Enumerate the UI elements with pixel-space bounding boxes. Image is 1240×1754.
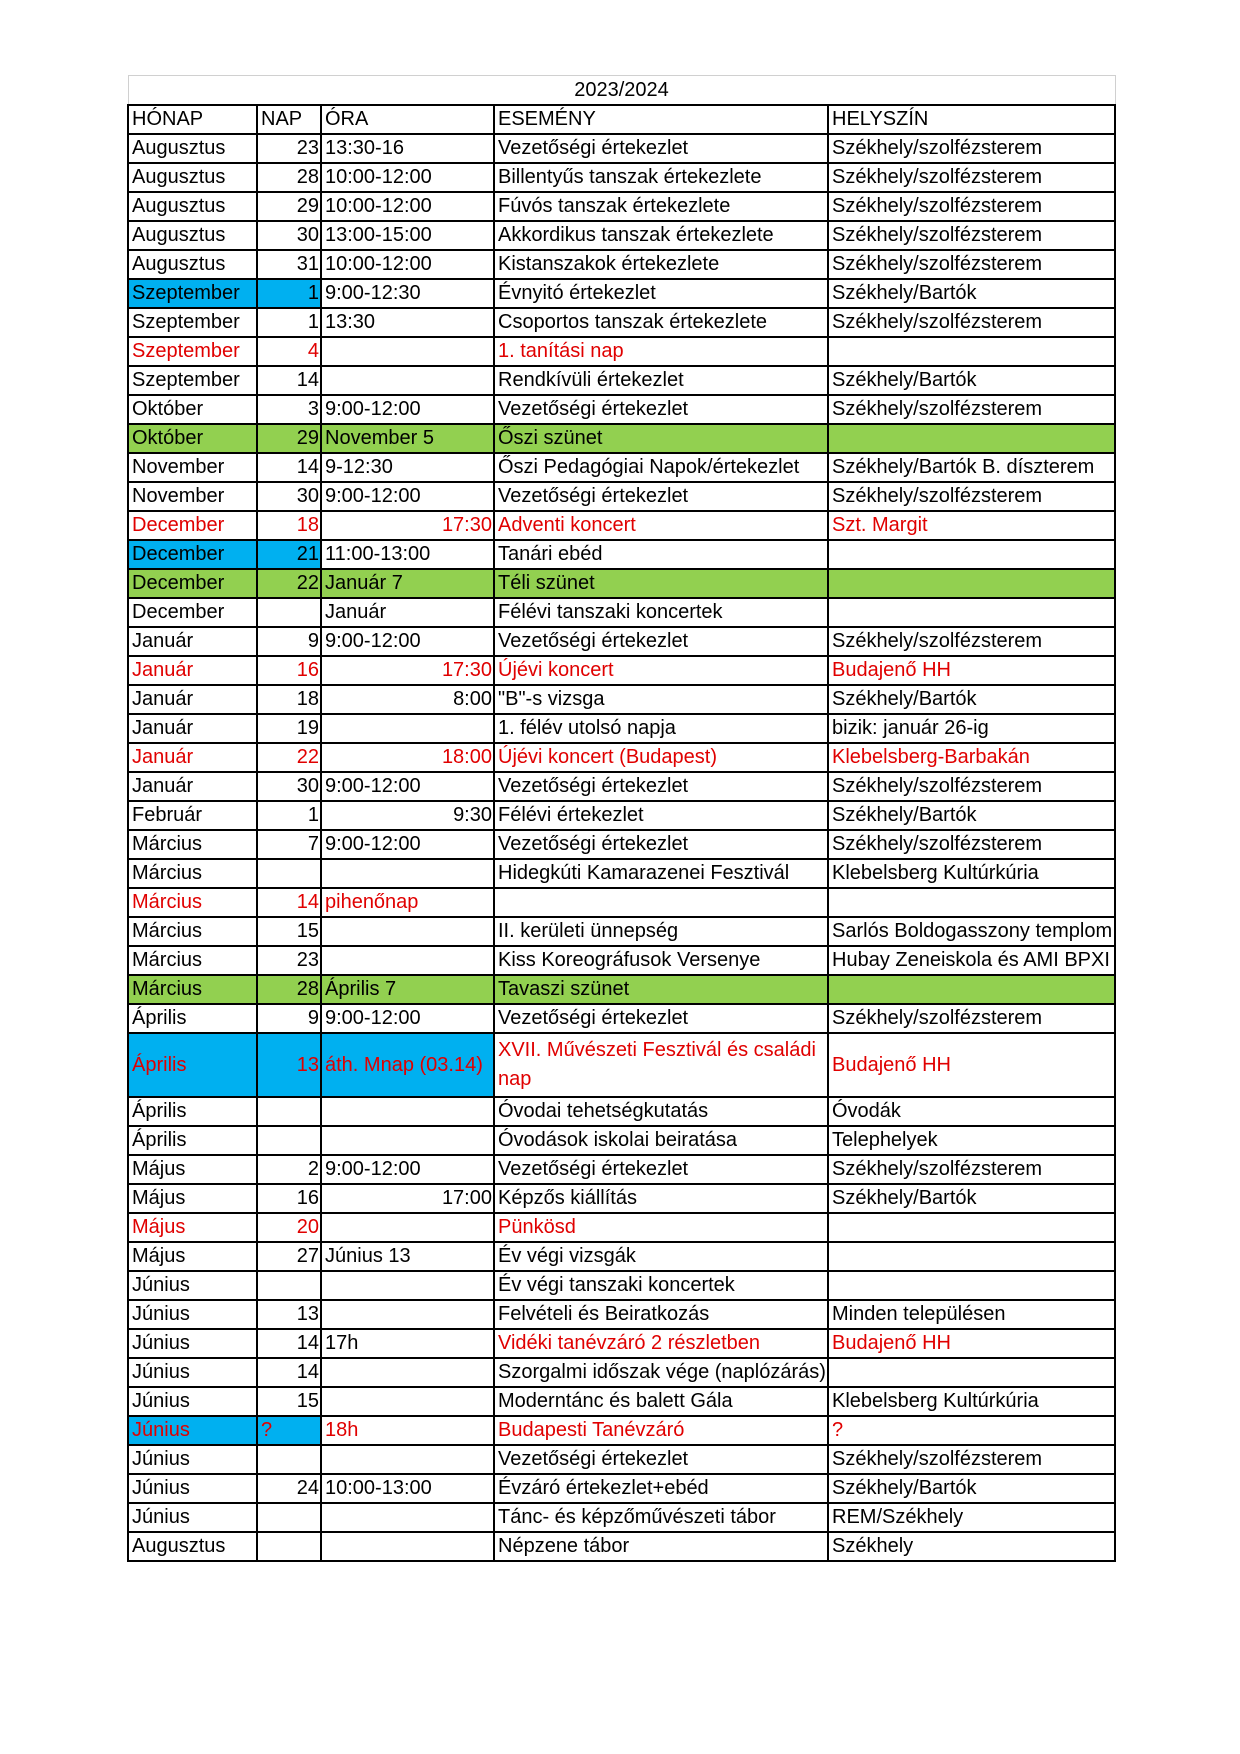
table-row — [128, 1097, 1115, 1126]
cell-event: Rendkívüli értekezlet — [494, 366, 828, 395]
cell-day: 14 — [257, 1329, 321, 1358]
cell-event: Őszi Pedagógiai Napok/értekezlet — [494, 453, 828, 482]
cell-place — [828, 424, 1115, 453]
cell-event: 1. félév utolsó napja — [494, 714, 828, 743]
cell-month: Június — [128, 1445, 257, 1474]
cell-day — [257, 1532, 321, 1561]
cell-month: November — [128, 453, 257, 482]
cell-place — [828, 1213, 1115, 1242]
table-row — [128, 772, 1115, 801]
cell-day: 15 — [257, 917, 321, 946]
cell-month: Szeptember — [128, 279, 257, 308]
cell-day: 1 — [257, 801, 321, 830]
cell-day: 3 — [257, 395, 321, 424]
cell-day: 7 — [257, 830, 321, 859]
table-row — [128, 1445, 1115, 1474]
cell-place — [828, 1358, 1115, 1387]
cell-time: 9:00-12:00 — [321, 830, 494, 859]
cell-day: 23 — [257, 946, 321, 975]
cell-day: 21 — [257, 540, 321, 569]
table-row — [128, 1004, 1115, 1033]
cell-place: Székhely/szolfézsterem — [828, 830, 1115, 859]
cell-event: Népzene tábor — [494, 1532, 828, 1561]
cell-month: December — [128, 598, 257, 627]
cell-event: Vidéki tanévzáró 2 részletben — [494, 1329, 828, 1358]
cell-month: Október — [128, 424, 257, 453]
cell-event: Évnyitó értekezlet — [494, 279, 828, 308]
cell-time: Január 7 — [321, 569, 494, 598]
cell-time: 9:00-12:00 — [321, 482, 494, 511]
cell-time: 10:00-12:00 — [321, 192, 494, 221]
table-row — [128, 1242, 1115, 1271]
cell-time — [321, 859, 494, 888]
cell-day: 30 — [257, 772, 321, 801]
cell-place: Székhely/Bartók — [828, 1474, 1115, 1503]
cell-month: Augusztus — [128, 1532, 257, 1561]
cell-month: December — [128, 511, 257, 540]
cell-time: áth. Mnap (03.14) — [321, 1033, 494, 1097]
table-row — [128, 279, 1115, 308]
cell-month: Május — [128, 1184, 257, 1213]
header-row — [128, 105, 1115, 134]
cell-event: Budapesti Tanévzáró — [494, 1416, 828, 1445]
cell-day: 30 — [257, 221, 321, 250]
cell-place — [828, 975, 1115, 1004]
cell-time: 17:30 — [321, 656, 494, 685]
table-row — [128, 888, 1115, 917]
cell-day: 1 — [257, 279, 321, 308]
table-row — [128, 743, 1115, 772]
cell-month: Augusztus — [128, 134, 257, 163]
cell-place: Székhely/szolfézsterem — [828, 482, 1115, 511]
cell-event — [494, 888, 828, 917]
table-row — [128, 134, 1115, 163]
cell-day — [257, 1503, 321, 1532]
header-month: HÓNAP — [128, 105, 257, 134]
table-row — [128, 975, 1115, 1004]
cell-day: 14 — [257, 366, 321, 395]
cell-month: Május — [128, 1242, 257, 1271]
cell-event: Óvodai tehetségkutatás — [494, 1097, 828, 1126]
cell-day: 15 — [257, 1387, 321, 1416]
cell-month: Augusztus — [128, 221, 257, 250]
cell-month: Május — [128, 1155, 257, 1184]
cell-time: 9:00-12:30 — [321, 279, 494, 308]
cell-month: Január — [128, 772, 257, 801]
table-row — [128, 1033, 1115, 1097]
table-row — [128, 424, 1115, 453]
cell-day — [257, 859, 321, 888]
cell-day: 14 — [257, 453, 321, 482]
cell-place: Székhely — [828, 1532, 1115, 1561]
cell-month: Március — [128, 975, 257, 1004]
table-row — [128, 656, 1115, 685]
schedule-table — [127, 75, 1116, 1562]
cell-event: Vezetőségi értekezlet — [494, 1004, 828, 1033]
cell-event: 1. tanítási nap — [494, 337, 828, 366]
cell-month: Március — [128, 830, 257, 859]
cell-month: Január — [128, 685, 257, 714]
cell-event: "B"-s vizsga — [494, 685, 828, 714]
cell-event: Akkordikus tanszak értekezlete — [494, 221, 828, 250]
cell-time — [321, 366, 494, 395]
table-row — [128, 540, 1115, 569]
cell-event: Év végi tanszaki koncertek — [494, 1271, 828, 1300]
cell-place: Székhely/Bartók — [828, 1184, 1115, 1213]
cell-month: Január — [128, 743, 257, 772]
cell-day: 29 — [257, 424, 321, 453]
cell-event: Csoportos tanszak értekezlete — [494, 308, 828, 337]
cell-event: Vezetőségi értekezlet — [494, 395, 828, 424]
cell-event: Vezetőségi értekezlet — [494, 627, 828, 656]
cell-place: Székhely/Bartók — [828, 801, 1115, 830]
cell-place: Székhely/szolfézsterem — [828, 1004, 1115, 1033]
cell-month: Szeptember — [128, 366, 257, 395]
cell-day: 22 — [257, 569, 321, 598]
table-row — [128, 859, 1115, 888]
cell-place: Székhely/szolfézsterem — [828, 772, 1115, 801]
cell-time: 9:30 — [321, 801, 494, 830]
cell-month: Február — [128, 801, 257, 830]
cell-day: 30 — [257, 482, 321, 511]
cell-event: Újévi koncert — [494, 656, 828, 685]
cell-time — [321, 1126, 494, 1155]
cell-time: 9:00-12:00 — [321, 627, 494, 656]
cell-event: Vezetőségi értekezlet — [494, 830, 828, 859]
title-row — [128, 76, 1115, 105]
cell-day: 1 — [257, 308, 321, 337]
cell-day: 18 — [257, 511, 321, 540]
table-row — [128, 1271, 1115, 1300]
cell-event: Újévi koncert (Budapest) — [494, 743, 828, 772]
cell-time: 13:00-15:00 — [321, 221, 494, 250]
cell-event: Tánc- és képzőművészeti tábor — [494, 1503, 828, 1532]
cell-event: II. kerületi ünnepség — [494, 917, 828, 946]
cell-month: Június — [128, 1271, 257, 1300]
cell-place: Klebelsberg Kultúrkúria — [828, 859, 1115, 888]
cell-day — [257, 1097, 321, 1126]
cell-day: 18 — [257, 685, 321, 714]
cell-time: 17:00 — [321, 1184, 494, 1213]
cell-time: 13:30 — [321, 308, 494, 337]
cell-time — [321, 337, 494, 366]
header-place: HELYSZÍN — [828, 105, 1115, 134]
table-row — [128, 946, 1115, 975]
cell-time: 8:00 — [321, 685, 494, 714]
table-row — [128, 395, 1115, 424]
table-row — [128, 221, 1115, 250]
cell-month: Június — [128, 1300, 257, 1329]
cell-place: Klebelsberg-Barbakán — [828, 743, 1115, 772]
cell-time: 18h — [321, 1416, 494, 1445]
cell-place — [828, 540, 1115, 569]
cell-place — [828, 1242, 1115, 1271]
cell-time: 10:00-12:00 — [321, 250, 494, 279]
cell-time: 9:00-12:00 — [321, 395, 494, 424]
cell-time — [321, 1445, 494, 1474]
cell-place: ? — [828, 1416, 1115, 1445]
cell-day: 13 — [257, 1033, 321, 1097]
table-row — [128, 192, 1115, 221]
cell-event: Félévi tanszaki koncertek — [494, 598, 828, 627]
cell-place: Szt. Margit — [828, 511, 1115, 540]
cell-time: Április 7 — [321, 975, 494, 1004]
cell-month: Augusztus — [128, 163, 257, 192]
cell-month: November — [128, 482, 257, 511]
cell-time — [321, 1387, 494, 1416]
cell-day: 27 — [257, 1242, 321, 1271]
cell-place: Székhely/szolfézsterem — [828, 395, 1115, 424]
table-row — [128, 511, 1115, 540]
table-row — [128, 627, 1115, 656]
cell-time: 11:00-13:00 — [321, 540, 494, 569]
cell-place: bizik: január 26-ig — [828, 714, 1115, 743]
table-row — [128, 569, 1115, 598]
cell-month: Január — [128, 656, 257, 685]
cell-time — [321, 1271, 494, 1300]
cell-event: Vezetőségi értekezlet — [494, 1445, 828, 1474]
cell-place: Óvodák — [828, 1097, 1115, 1126]
cell-event: Év végi vizsgák — [494, 1242, 828, 1271]
cell-place: REM/Székhely — [828, 1503, 1115, 1532]
cell-place: Székhely/Bartók — [828, 685, 1115, 714]
cell-month: Március — [128, 917, 257, 946]
table-row — [128, 308, 1115, 337]
cell-place: Székhely/Bartók — [828, 279, 1115, 308]
cell-month: Április — [128, 1126, 257, 1155]
cell-place: Hubay Zeneiskola és AMI BPXI — [828, 946, 1115, 975]
cell-time: 17h — [321, 1329, 494, 1358]
cell-time — [321, 714, 494, 743]
cell-day — [257, 1445, 321, 1474]
cell-event: Vezetőségi értekezlet — [494, 1155, 828, 1184]
cell-day: 16 — [257, 1184, 321, 1213]
cell-day: 19 — [257, 714, 321, 743]
table-row — [128, 337, 1115, 366]
cell-day — [257, 1126, 321, 1155]
cell-event: Szorgalmi időszak vége (naplózárás) — [494, 1358, 828, 1387]
cell-time: 9:00-12:00 — [321, 1004, 494, 1033]
cell-place: Budajenő HH — [828, 1033, 1115, 1097]
cell-month: Június — [128, 1329, 257, 1358]
cell-month: December — [128, 569, 257, 598]
cell-month: Június — [128, 1358, 257, 1387]
table-row — [128, 1474, 1115, 1503]
cell-time — [321, 946, 494, 975]
table-row — [128, 163, 1115, 192]
cell-month: Március — [128, 946, 257, 975]
cell-event: Félévi értekezlet — [494, 801, 828, 830]
cell-time: 10:00-13:00 — [321, 1474, 494, 1503]
cell-day: 28 — [257, 975, 321, 1004]
cell-time: Június 13 — [321, 1242, 494, 1271]
cell-month: Június — [128, 1387, 257, 1416]
cell-place — [828, 1271, 1115, 1300]
cell-time — [321, 1300, 494, 1329]
cell-place: Sarlós Boldogasszony templom — [828, 917, 1115, 946]
cell-month: Január — [128, 627, 257, 656]
cell-time: Január — [321, 598, 494, 627]
cell-place — [828, 569, 1115, 598]
cell-month: Május — [128, 1213, 257, 1242]
cell-month: Szeptember — [128, 337, 257, 366]
cell-event: Adventi koncert — [494, 511, 828, 540]
cell-day — [257, 1271, 321, 1300]
table-row — [128, 1184, 1115, 1213]
cell-event: Kistanszakok értekezlete — [494, 250, 828, 279]
cell-month: Szeptember — [128, 308, 257, 337]
cell-place: Székhely/szolfézsterem — [828, 163, 1115, 192]
cell-place: Székhely/szolfézsterem — [828, 134, 1115, 163]
cell-month: Április — [128, 1097, 257, 1126]
cell-time: 13:30-16 — [321, 134, 494, 163]
cell-event: Óvodások iskolai beiratása — [494, 1126, 828, 1155]
table-row — [128, 1155, 1115, 1184]
sheet-title: 2023/2024 — [128, 76, 1115, 105]
cell-day: 29 — [257, 192, 321, 221]
cell-time — [321, 1097, 494, 1126]
cell-time — [321, 1532, 494, 1561]
cell-event: Vezetőségi értekezlet — [494, 482, 828, 511]
table-row — [128, 1416, 1115, 1445]
table-row — [128, 250, 1115, 279]
table-row — [128, 366, 1115, 395]
cell-day: 24 — [257, 1474, 321, 1503]
table-row — [128, 1387, 1115, 1416]
table-row — [128, 453, 1115, 482]
table-row — [128, 598, 1115, 627]
cell-time — [321, 917, 494, 946]
cell-event: XVII. Művészeti Fesztivál és családi nap — [494, 1033, 828, 1097]
table-row — [128, 482, 1115, 511]
cell-place: Klebelsberg Kultúrkúria — [828, 1387, 1115, 1416]
cell-day: 13 — [257, 1300, 321, 1329]
cell-day: 9 — [257, 1004, 321, 1033]
table-row — [128, 1300, 1115, 1329]
table-row — [128, 917, 1115, 946]
cell-day: 23 — [257, 134, 321, 163]
cell-event: Fúvós tanszak értekezlete — [494, 192, 828, 221]
cell-day — [257, 598, 321, 627]
cell-place: Budajenő HH — [828, 1329, 1115, 1358]
cell-day: ? — [257, 1416, 321, 1445]
cell-month: Április — [128, 1033, 257, 1097]
table-row — [128, 1358, 1115, 1387]
table-row — [128, 1213, 1115, 1242]
cell-month: December — [128, 540, 257, 569]
cell-event: Vezetőségi értekezlet — [494, 134, 828, 163]
cell-day: 14 — [257, 888, 321, 917]
cell-day: 14 — [257, 1358, 321, 1387]
cell-place: Székhely/szolfézsterem — [828, 627, 1115, 656]
schedule-sheet — [127, 75, 1114, 1562]
cell-place: Székhely/szolfézsterem — [828, 308, 1115, 337]
table-row — [128, 830, 1115, 859]
cell-month: Október — [128, 395, 257, 424]
cell-day: 2 — [257, 1155, 321, 1184]
cell-event: Évzáró értekezlet+ebéd — [494, 1474, 828, 1503]
cell-event: Vezetőségi értekezlet — [494, 772, 828, 801]
cell-place: Székhely/Bartók B. díszterem — [828, 453, 1115, 482]
cell-place: Budajenő HH — [828, 656, 1115, 685]
cell-month: Június — [128, 1503, 257, 1532]
cell-event: Moderntánc és balett Gála — [494, 1387, 828, 1416]
cell-place: Székhely/szolfézsterem — [828, 250, 1115, 279]
cell-time: pihenőnap — [321, 888, 494, 917]
cell-day: 28 — [257, 163, 321, 192]
cell-month: Március — [128, 888, 257, 917]
table-row — [128, 1503, 1115, 1532]
cell-time: 10:00-12:00 — [321, 163, 494, 192]
cell-time — [321, 1358, 494, 1387]
cell-place: Székhely/Bartók — [828, 366, 1115, 395]
header-time: ÓRA — [321, 105, 494, 134]
cell-place: Székhely/szolfézsterem — [828, 1445, 1115, 1474]
cell-event: Hidegkúti Kamarazenei Fesztivál — [494, 859, 828, 888]
cell-time — [321, 1213, 494, 1242]
cell-event: Tavaszi szünet — [494, 975, 828, 1004]
cell-place — [828, 337, 1115, 366]
cell-place: Székhely/szolfézsterem — [828, 1155, 1115, 1184]
cell-time: 9-12:30 — [321, 453, 494, 482]
cell-event: Képzős kiállítás — [494, 1184, 828, 1213]
cell-day: 16 — [257, 656, 321, 685]
header-event: ESEMÉNY — [494, 105, 828, 134]
cell-month: Március — [128, 859, 257, 888]
cell-time — [321, 1503, 494, 1532]
cell-day: 9 — [257, 627, 321, 656]
cell-event: Kiss Koreográfusok Versenye — [494, 946, 828, 975]
cell-event: Őszi szünet — [494, 424, 828, 453]
table-row — [128, 1532, 1115, 1561]
cell-event: Felvételi és Beiratkozás — [494, 1300, 828, 1329]
cell-place: Telephelyek — [828, 1126, 1115, 1155]
table-row — [128, 801, 1115, 830]
cell-month: Augusztus — [128, 192, 257, 221]
cell-time: 18:00 — [321, 743, 494, 772]
cell-time: 9:00-12:00 — [321, 772, 494, 801]
cell-month: Augusztus — [128, 250, 257, 279]
cell-day: 4 — [257, 337, 321, 366]
cell-day: 31 — [257, 250, 321, 279]
cell-place: Minden településen — [828, 1300, 1115, 1329]
cell-place: Székhely/szolfézsterem — [828, 192, 1115, 221]
cell-time: November 5 — [321, 424, 494, 453]
cell-event: Tanári ebéd — [494, 540, 828, 569]
cell-event: Billentyűs tanszak értekezlete — [494, 163, 828, 192]
table-row — [128, 714, 1115, 743]
cell-month: Június — [128, 1474, 257, 1503]
cell-place — [828, 888, 1115, 917]
cell-day: 22 — [257, 743, 321, 772]
cell-event: Téli szünet — [494, 569, 828, 598]
cell-month: Április — [128, 1004, 257, 1033]
cell-time: 9:00-12:00 — [321, 1155, 494, 1184]
table-row — [128, 1126, 1115, 1155]
cell-month: Június — [128, 1416, 257, 1445]
cell-day: 20 — [257, 1213, 321, 1242]
cell-time: 17:30 — [321, 511, 494, 540]
header-day: NAP — [257, 105, 321, 134]
cell-place — [828, 598, 1115, 627]
cell-place: Székhely/szolfézsterem — [828, 221, 1115, 250]
table-row — [128, 1329, 1115, 1358]
cell-month: Január — [128, 714, 257, 743]
cell-event: Pünkösd — [494, 1213, 828, 1242]
table-row — [128, 685, 1115, 714]
